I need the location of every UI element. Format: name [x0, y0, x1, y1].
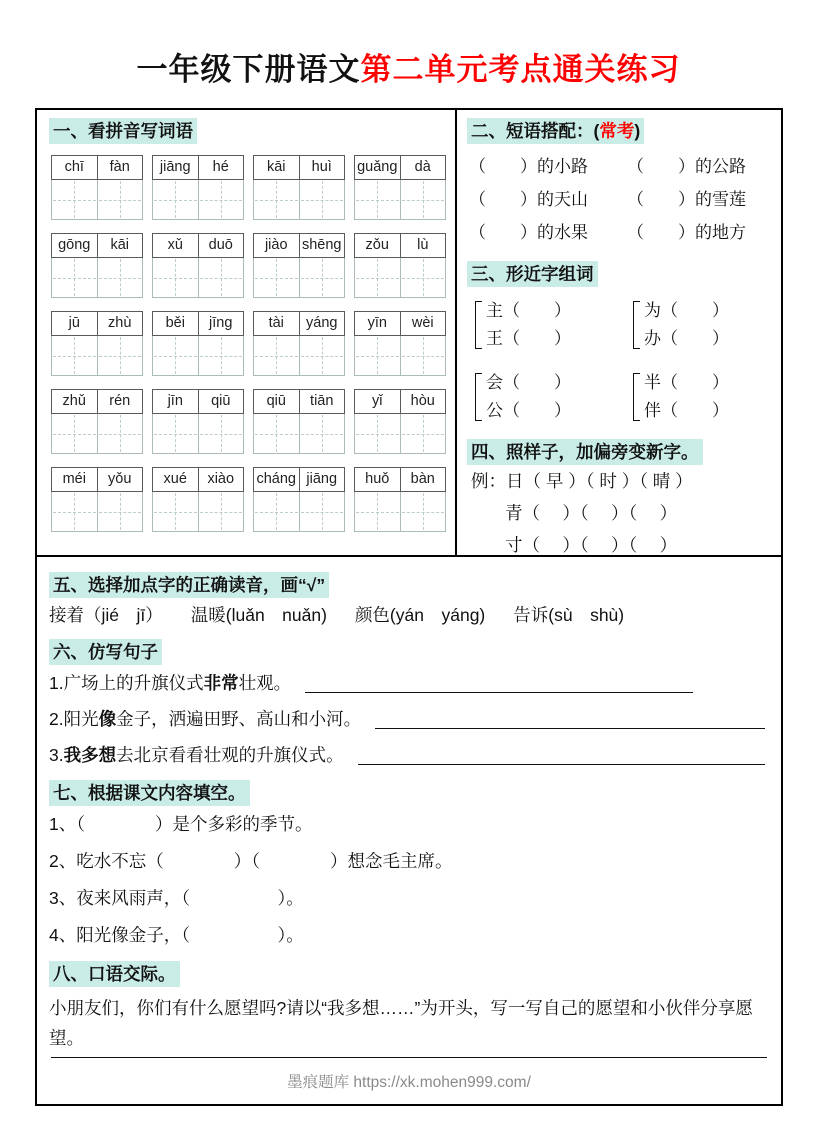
pinyin-syllable: zǒu [365, 237, 389, 253]
writing-grid [51, 180, 143, 220]
pinyin-word-box [152, 155, 244, 220]
radical-fill-line: 青（ ）（ ）（ ） [505, 503, 678, 523]
pinyin-grid-row [51, 389, 453, 454]
char-blank: 伴（ ） [644, 401, 729, 420]
writing-grid [152, 180, 244, 220]
writing-grid [253, 180, 345, 220]
writing-cell [254, 336, 299, 375]
end-matter [49, 1057, 769, 1104]
pinyin-syllable: huǒ [365, 471, 390, 487]
writing-cell [400, 180, 446, 219]
pinyin-syllable: chī [64, 159, 84, 175]
pinyin-syllable: jīng [198, 312, 244, 335]
pinyin-syllable: zhù [97, 312, 143, 335]
changkao-badge: 常考 [599, 121, 635, 141]
writing-grid [51, 258, 143, 298]
pinyin-word-box [152, 389, 244, 454]
radical-fill-line: 寸（ ）（ ）（ ） [505, 535, 678, 555]
sentence-text: 金子，洒遍田野、高山和小河。 [116, 709, 362, 729]
writing-cell [52, 180, 97, 219]
similar-char-pair [644, 369, 773, 425]
char-blank: 半（ ） [644, 373, 729, 392]
pinyin-word-box [51, 467, 143, 532]
pinyin-word-box [354, 467, 446, 532]
page-title [0, 44, 817, 89]
writing-grid [51, 336, 143, 376]
writing-cell [254, 258, 299, 297]
writing-cell [52, 414, 97, 453]
pinyin-grid-row [51, 311, 453, 376]
char-blank: 王（ ） [486, 329, 571, 348]
pinyin-syllable: kāi [97, 234, 143, 257]
pinyin-syllable: yīn [367, 315, 387, 331]
similar-char-group [633, 369, 773, 425]
fill-blank-item: 3、夜来风雨声，（ ）。 [49, 888, 304, 908]
writing-cell [355, 258, 400, 297]
pinyin-syllable: jīn [167, 393, 183, 409]
bottom-area [37, 557, 781, 1104]
pinyin-word-box [152, 311, 244, 376]
oral-communication-prompt: 小朋友们，你们有什么愿望吗?请以“我多想……”为开头，写一写自己的愿望和小伙伴分享愿望。 [49, 998, 753, 1048]
pinyin-syllable: dà [400, 156, 446, 179]
similar-char-pair [644, 297, 773, 353]
pronunciation-choices [49, 598, 769, 632]
pinyin-syllable: duō [198, 234, 244, 257]
section-1-header: 一、看拼音写词语 [49, 118, 197, 144]
writing-cell [254, 492, 299, 531]
pinyin-word-box [51, 311, 143, 376]
phrase-match-row [469, 216, 773, 249]
phrase-blank: （ ）的小路 [469, 157, 588, 176]
pinyin-row [354, 155, 446, 180]
pronunciation-item: 告诉(sù shù) [513, 605, 625, 625]
pinyin-row [354, 233, 446, 258]
char-blank: 公（ ） [486, 401, 571, 420]
answer-blank-line [305, 692, 693, 693]
pinyin-row [51, 155, 143, 180]
pinyin-grid [49, 144, 455, 532]
writing-cell [198, 258, 244, 297]
pinyin-row [253, 467, 345, 492]
pinyin-syllable: fàn [97, 156, 143, 179]
right-column [457, 110, 781, 555]
pinyin-row [253, 233, 345, 258]
writing-cell [299, 180, 345, 219]
pinyin-syllable: gōng [58, 237, 91, 253]
pinyin-syllable: jiāng [159, 159, 191, 175]
title-red-part: 第二单元考点通关练习 [360, 52, 681, 87]
pinyin-syllable: bàn [400, 468, 446, 491]
answer-blank-line [375, 728, 765, 729]
pinyin-grid-row [51, 155, 453, 220]
phrase-blank: （ ）的天山 [469, 190, 588, 209]
pinyin-row [152, 233, 244, 258]
section-6-header: 六、仿写句子 [49, 639, 162, 665]
pinyin-syllable: jū [68, 315, 80, 331]
writing-cell [97, 336, 143, 375]
pinyin-row [253, 311, 345, 336]
sentence-imitation-item [49, 665, 769, 701]
writing-grid [354, 336, 446, 376]
section-2-header-close: ) [634, 121, 641, 141]
sentence-imitation-item [49, 737, 769, 773]
writing-grid [152, 258, 244, 298]
pinyin-row [152, 155, 244, 180]
writing-cell [355, 336, 400, 375]
writing-grid [51, 492, 143, 532]
char-blank: 为（ ） [644, 301, 729, 320]
pinyin-syllable: hé [198, 156, 244, 179]
writing-grid [152, 492, 244, 532]
sentence-text: 1.广场上的升旗仪式 [49, 673, 204, 693]
writing-grid [354, 258, 446, 298]
writing-cell [153, 336, 198, 375]
radical-example-line: 例：日（ 早 ）（ 时 ）（ 晴 ） [471, 471, 693, 491]
pinyin-syllable: xiào [198, 468, 244, 491]
bracket-icon [633, 301, 640, 349]
pinyin-row [152, 311, 244, 336]
writing-grid [253, 414, 345, 454]
writing-grid [152, 414, 244, 454]
pinyin-word-box [354, 155, 446, 220]
pinyin-row [354, 311, 446, 336]
sentence-keyword: 像 [98, 709, 117, 729]
pinyin-word-box [51, 155, 143, 220]
section-2-header-text: 二、短语搭配：( [471, 121, 600, 141]
bracket-icon [633, 373, 640, 421]
writing-cell [400, 414, 446, 453]
writing-cell [299, 258, 345, 297]
section-1-pinyin [37, 110, 457, 555]
writing-grid [253, 258, 345, 298]
pinyin-syllable: yǐ [372, 393, 383, 409]
bracket-icon [475, 373, 482, 421]
pinyin-syllable: wèi [400, 312, 446, 335]
pinyin-row [354, 389, 446, 414]
writing-cell [97, 258, 143, 297]
pinyin-row [51, 467, 143, 492]
writing-cell [198, 492, 244, 531]
sentence-text: 去北京看看壮观的升旗仪式。 [116, 745, 344, 765]
section-3-header: 三、形近字组词 [467, 261, 598, 287]
phrase-match-row [469, 150, 773, 183]
sentence-text: 壮观。 [238, 673, 292, 693]
writing-cell [400, 336, 446, 375]
pinyin-syllable: hòu [400, 390, 446, 413]
writing-cell [52, 336, 97, 375]
similar-char-group [475, 297, 633, 353]
pinyin-word-box [354, 233, 446, 298]
title-black-part: 一年级下册语文 [136, 52, 361, 87]
phrase-blank: （ ）的水果 [469, 223, 588, 242]
pinyin-syllable: jiào [264, 237, 288, 253]
writing-cell [97, 180, 143, 219]
writing-cell [198, 336, 244, 375]
pinyin-syllable: yáng [299, 312, 345, 335]
pinyin-word-box [152, 467, 244, 532]
pinyin-word-box [253, 389, 345, 454]
writing-grid [253, 492, 345, 532]
pinyin-syllable: yǒu [97, 468, 143, 491]
answer-blank-line [358, 764, 765, 765]
pinyin-syllable: kāi [266, 159, 286, 175]
phrase-blank: （ ）的公路 [627, 157, 746, 176]
pinyin-syllable: guǎng [357, 159, 398, 175]
writing-cell [299, 336, 345, 375]
top-area [37, 110, 781, 557]
writing-cell [299, 492, 345, 531]
pinyin-syllable: tài [268, 315, 284, 331]
char-blank: 会（ ） [486, 373, 571, 392]
writing-cell [153, 258, 198, 297]
worksheet-frame [35, 108, 783, 1106]
pinyin-row [354, 467, 446, 492]
pinyin-word-box [51, 389, 143, 454]
sentence-keyword: 非常 [203, 673, 239, 693]
similar-char-group [633, 297, 773, 353]
writing-cell [97, 414, 143, 453]
writing-grid [152, 336, 244, 376]
pinyin-syllable: xǔ [167, 237, 183, 253]
pinyin-syllable: qiū [266, 393, 286, 409]
pinyin-syllable: méi [62, 471, 86, 487]
writing-cell [153, 492, 198, 531]
sentence-text: 2.阳光 [49, 709, 99, 729]
pronunciation-item: 接着（jié jī） [49, 605, 163, 625]
writing-cell [254, 414, 299, 453]
pinyin-word-box [51, 233, 143, 298]
writing-grid [354, 414, 446, 454]
writing-cell [198, 414, 244, 453]
writing-grid [354, 492, 446, 532]
writing-cell [355, 492, 400, 531]
pinyin-syllable: jiāng [299, 468, 345, 491]
pinyin-word-box [253, 467, 345, 532]
pinyin-row [152, 467, 244, 492]
pinyin-word-box [253, 311, 345, 376]
pinyin-row [51, 311, 143, 336]
writing-cell [153, 180, 198, 219]
sentence-keyword: 我多想 [63, 745, 117, 765]
pinyin-syllable: tiān [299, 390, 345, 413]
pronunciation-item: 颜色(yán yáng) [354, 605, 486, 625]
pronunciation-item: 温暖(luǎn nuǎn) [190, 605, 327, 625]
phrase-blank: （ ）的地方 [627, 223, 746, 242]
pinyin-syllable: xué [163, 471, 187, 487]
section-7-header: 七、根据课文内容填空。 [49, 780, 250, 806]
pinyin-grid-row [51, 467, 453, 532]
writing-cell [355, 180, 400, 219]
pinyin-row [51, 389, 143, 414]
bracket-icon [475, 301, 482, 349]
phrase-match-row [469, 183, 773, 216]
sentence-imitation-item [49, 701, 769, 737]
writing-cell [355, 414, 400, 453]
writing-cell [400, 492, 446, 531]
pinyin-word-box [253, 155, 345, 220]
pinyin-syllable: zhǔ [62, 393, 86, 409]
pinyin-syllable: lù [400, 234, 446, 257]
pinyin-syllable: běi [165, 315, 185, 331]
pinyin-row [152, 389, 244, 414]
phrase-blank: （ ）的雪莲 [627, 190, 746, 209]
pinyin-word-box [354, 389, 446, 454]
section-8-header: 八、口语交际。 [49, 961, 180, 987]
pinyin-word-box [152, 233, 244, 298]
pinyin-row [253, 155, 345, 180]
section-4-header: 四、照样子，加偏旁变新字。 [467, 439, 703, 465]
fill-blank-item: 4、阳光像金子，（ ）。 [49, 925, 304, 945]
writing-cell [153, 414, 198, 453]
sentence-text: 3. [49, 745, 64, 765]
writing-grid [51, 414, 143, 454]
fill-blank-item: 2、吃水不忘（ ）（ ）想念毛主席。 [49, 851, 453, 871]
writing-cell [52, 492, 97, 531]
pinyin-syllable: huì [299, 156, 345, 179]
writing-grid [253, 336, 345, 376]
pinyin-word-box [354, 311, 446, 376]
char-blank: 主（ ） [486, 301, 571, 320]
pinyin-row [51, 233, 143, 258]
section-5-header: 五、选择加点字的正确读音，画“√” [49, 572, 329, 598]
pinyin-syllable: shēng [299, 234, 345, 257]
writing-cell [52, 258, 97, 297]
phrase-match-list [469, 150, 773, 249]
pinyin-syllable: cháng [256, 471, 296, 487]
writing-cell [198, 180, 244, 219]
similar-char-groups [475, 297, 773, 425]
pinyin-syllable: qiū [198, 390, 244, 413]
pinyin-syllable: rén [97, 390, 143, 413]
writing-cell [400, 258, 446, 297]
fill-blank-item: 1、（ ）是个多彩的季节。 [49, 814, 313, 834]
section-2-header [467, 118, 644, 144]
writing-cell [97, 492, 143, 531]
footer-credit: 墨痕题库 https://xk.mohen999.com/ [287, 1074, 531, 1091]
similar-char-group [475, 369, 633, 425]
writing-cell [299, 414, 345, 453]
pinyin-row [253, 389, 345, 414]
similar-char-pair [486, 297, 633, 353]
writing-cell [254, 180, 299, 219]
char-blank: 办（ ） [644, 329, 729, 348]
writing-grid [354, 180, 446, 220]
similar-char-pair [486, 369, 633, 425]
pinyin-word-box [253, 233, 345, 298]
pinyin-grid-row [51, 233, 453, 298]
